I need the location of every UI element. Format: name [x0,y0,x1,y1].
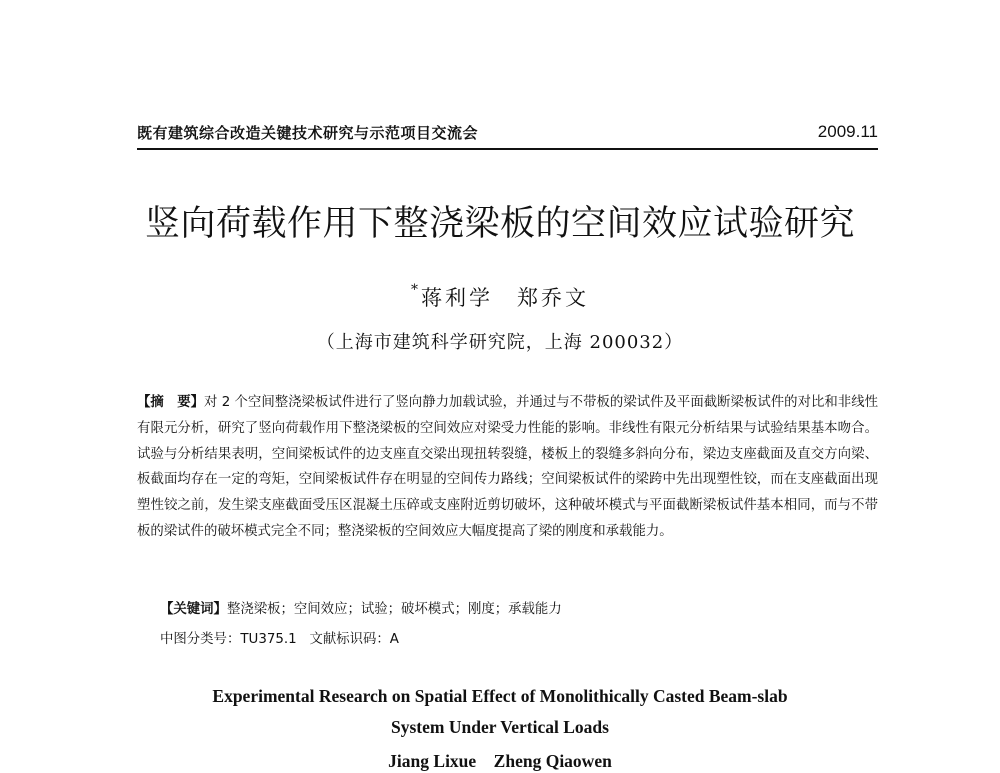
english-title-line-2: System Under Vertical Loads [391,717,609,737]
english-authors: Jiang Lixue Zheng Qiaowen [388,751,612,771]
author-line [0,282,1000,312]
proceedings-name: 既有建筑综合改造关键技术研究与示范项目交流会 [137,124,479,142]
keywords-label: 【关键词】 [160,602,227,617]
keywords-text: 整浇梁板；空间效应；试验；破坏模式；刚度；承载能力 [226,602,562,617]
paper-title: 竖向荷载作用下整浇梁板的空间效应试验研究 [144,204,855,244]
affiliation: （上海市建筑科学研究院，上海 200032） [316,332,684,353]
abstract [137,390,878,545]
keywords [160,598,878,617]
doc-code-value: A [389,632,399,647]
clc-value: TU375.1 [240,632,297,647]
abstract-text: 对 2 个空间整浇梁板试件进行了竖向静力加载试验，并通过与不带板的梁试件及平面截断梁板试件的对比和非线性有限元分析，研究了竖向荷载作用下整浇梁板的空间效应对梁受力性能的影响。非线性有限元分析结果与试验结果基本吻合。试验与分析结果表明，空间梁板试件的边支座直交梁出现扭转裂缝，楼板上的裂缝多斜向分布，梁边支座截面及直交方向梁、板截面均存在一定的弯矩，空间梁板试件存在明显的空间传力路线；空间梁板试件的梁跨中先出现塑性铰，而在支座截面出现塑性铰之前，发生梁支座截面受压区混凝土压碎或支座附近剪切破坏，这种破坏模式与平面截断梁板试件基本相同，而与不带板的梁试件的破坏模式完全不同；整浇梁板的空间效应大幅度提高了梁的刚度和承载能力。 [137,395,879,539]
header-date: 2009.11 [817,122,878,141]
doc-code-label: 文献标识码： [309,632,390,647]
clc-label: 中图分类号： [160,632,241,647]
author-names: 蒋利学 郑乔文 [421,286,589,310]
classification-line [160,628,878,647]
header-rule [137,148,878,150]
corresponding-author-marker: * [411,282,421,298]
abstract-label: 【摘 要】 [137,395,205,410]
running-header [137,122,878,150]
english-title-line-1: Experimental Research on Spatial Effect of Monolithically Casted Beam-slab [212,686,788,706]
